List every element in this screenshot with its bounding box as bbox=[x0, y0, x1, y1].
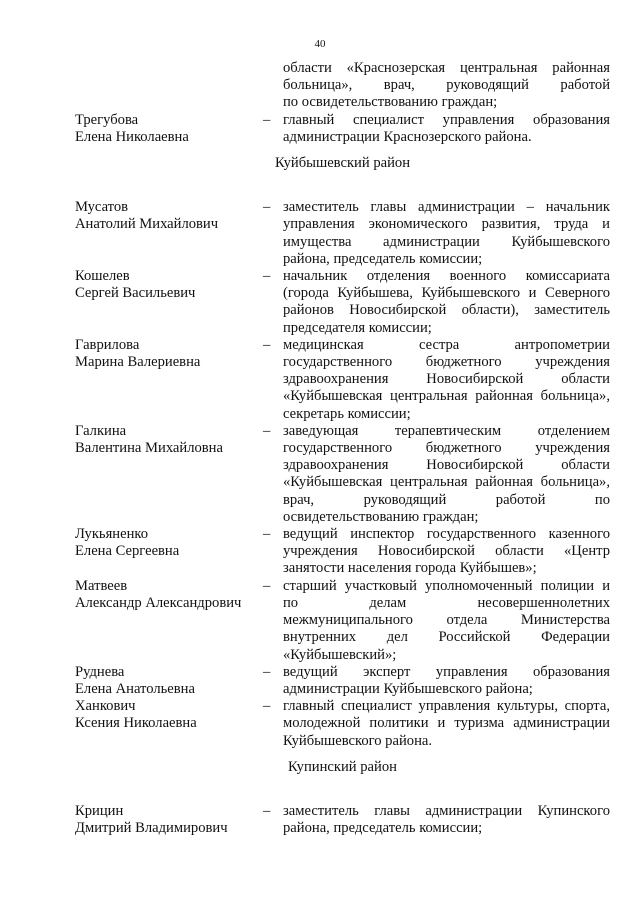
member-name bbox=[75, 337, 263, 371]
member-role-description bbox=[283, 803, 610, 837]
member-name bbox=[75, 112, 263, 146]
member-name bbox=[75, 526, 263, 560]
role-text-line: управления экономического развития, труда и bbox=[283, 216, 610, 233]
role-text-line: занятости населения города Куйбышев»; bbox=[283, 560, 537, 577]
role-text-line: ведущий инспектор государственного казенного bbox=[283, 526, 610, 543]
role-text-line: заместитель главы администрации – начальник bbox=[283, 199, 610, 216]
member-given-names: Елена Николаевна bbox=[75, 128, 189, 145]
role-text-line: главный специалист управления образования bbox=[283, 111, 610, 128]
role-text-line: начальник отделения военного комиссариата bbox=[283, 268, 610, 285]
member-entry bbox=[75, 698, 610, 750]
member-name bbox=[75, 664, 263, 698]
role-text-line: Куйбышевского района. bbox=[283, 732, 433, 749]
role-text-line: заведующая терапевтическим отделением bbox=[283, 422, 610, 439]
dash-separator: – bbox=[263, 577, 271, 594]
dash-separator: – bbox=[263, 422, 271, 439]
member-entry bbox=[75, 199, 610, 268]
role-text-line: администрации Краснозерского района. bbox=[283, 128, 532, 145]
role-text-line: «Куйбышевский»; bbox=[283, 646, 397, 663]
district-heading: Купинский район bbox=[288, 758, 397, 775]
dash-separator: – bbox=[263, 336, 271, 353]
role-text-line: имущества администрации Куйбышевского bbox=[283, 233, 610, 250]
member-given-names: Елена Сергеевна bbox=[75, 543, 180, 560]
dash-separator: – bbox=[263, 199, 271, 216]
member-surname: Гаврилова bbox=[75, 336, 140, 353]
member-name bbox=[75, 423, 263, 457]
member-given-names: Елена Анатольевна bbox=[75, 680, 195, 697]
role-text-line: учреждения Новосибирской области «Центр bbox=[283, 543, 610, 560]
role-text-line: по освидетельствованию граждан; bbox=[283, 94, 498, 111]
member-surname: Лукьяненко bbox=[75, 526, 149, 543]
role-text-line: межмуниципального отдела Министерства bbox=[283, 612, 610, 629]
member-surname: Кошелев bbox=[75, 268, 130, 285]
member-given-names: Сергей Васильевич bbox=[75, 285, 196, 302]
role-text-line: администрации Куйбышевского района; bbox=[283, 680, 533, 697]
member-entry bbox=[75, 423, 610, 526]
role-text-line: государственного бюджетного учреждения bbox=[283, 354, 610, 371]
role-text-line: ведущий эксперт управления образования bbox=[283, 663, 610, 680]
member-surname: Крицин bbox=[75, 802, 124, 819]
member-given-names: Александр Александрович bbox=[75, 594, 242, 611]
member-role-description bbox=[283, 112, 610, 146]
dash-separator: – bbox=[263, 698, 271, 715]
member-name bbox=[75, 698, 263, 732]
member-entry bbox=[75, 337, 610, 423]
member-role-description bbox=[283, 268, 610, 337]
member-entry bbox=[75, 526, 610, 578]
member-given-names: Ксения Николаевна bbox=[75, 715, 197, 732]
member-name bbox=[75, 803, 263, 837]
member-given-names: Анатолий Михайлович bbox=[75, 216, 219, 233]
role-text-line: внутренних дел Российской Федерации bbox=[283, 629, 610, 646]
member-role-description bbox=[283, 423, 610, 526]
member-role-description bbox=[283, 698, 610, 750]
member-surname: Трегубова bbox=[75, 111, 139, 128]
member-given-names: Марина Валериевна bbox=[75, 354, 201, 371]
role-text-line: района, председатель комиссии; bbox=[283, 250, 483, 267]
member-role-description bbox=[283, 578, 610, 664]
role-text-line: больница», врач, руководящий работой bbox=[283, 77, 610, 94]
role-text-line: молодежной политики и туризма администрации bbox=[283, 715, 610, 732]
role-text-line: районов Новосибирской области), заместитель bbox=[283, 302, 610, 319]
dash-separator: – bbox=[263, 526, 271, 543]
role-text-line: освидетельствованию граждан; bbox=[283, 508, 479, 525]
document-body bbox=[75, 60, 610, 837]
role-text-line: врач, руководящий работой по bbox=[283, 491, 610, 508]
member-role-description bbox=[283, 664, 610, 698]
member-surname: Матвеев bbox=[75, 577, 128, 594]
member-role-description bbox=[283, 60, 610, 112]
page-number: 40 bbox=[314, 38, 326, 50]
role-text-line: председателя комиссии; bbox=[283, 319, 432, 336]
member-entry bbox=[75, 268, 610, 337]
member-entry bbox=[75, 112, 610, 146]
member-surname: Руднева bbox=[75, 663, 125, 680]
member-given-names: Дмитрий Владимирович bbox=[75, 820, 228, 837]
role-text-line: старший участковый уполномоченный полиции и bbox=[283, 577, 610, 594]
role-text-line: «Куйбышевская центральная районная больница», bbox=[283, 474, 610, 491]
role-text-line: главный специалист управления культуры, спорта, bbox=[283, 698, 610, 715]
member-name bbox=[75, 268, 263, 302]
member-role-description bbox=[283, 526, 610, 578]
role-text-line: здравоохранения Новосибирской области bbox=[283, 457, 610, 474]
role-text-line: секретарь комиссии; bbox=[283, 405, 411, 422]
role-text-line: «Куйбышевская центральная районная больница», bbox=[283, 388, 610, 405]
dash-separator: – bbox=[263, 268, 271, 285]
member-entry bbox=[75, 578, 610, 664]
member-entry bbox=[75, 803, 610, 837]
member-name bbox=[75, 578, 263, 612]
role-text-line: области «Краснозерская центральная районная bbox=[283, 60, 610, 76]
district-heading: Куйбышевский район bbox=[274, 155, 411, 172]
role-text-line: заместитель главы администрации Купинского bbox=[283, 802, 610, 819]
member-surname: Ханкович bbox=[75, 698, 136, 715]
member-surname: Мусатов bbox=[75, 199, 129, 216]
member-surname: Галкина bbox=[75, 422, 127, 439]
member-entry bbox=[75, 60, 610, 112]
member-given-names: Валентина Михайловна bbox=[75, 440, 223, 457]
role-text-line: медицинская сестра антропометрии bbox=[283, 336, 610, 353]
role-text-line: государственного бюджетного учреждения bbox=[283, 440, 610, 457]
member-role-description bbox=[283, 337, 610, 423]
role-text-line: (города Куйбышева, Куйбышевского и Северного bbox=[283, 285, 610, 302]
role-text-line: района, председатель комиссии; bbox=[283, 820, 483, 837]
role-text-line: здравоохранения Новосибирской области bbox=[283, 371, 610, 388]
member-entry bbox=[75, 664, 610, 698]
dash-separator: – bbox=[263, 802, 271, 819]
member-role-description bbox=[283, 199, 610, 268]
role-text-line: по делам несовершеннолетних bbox=[283, 594, 610, 611]
member-name bbox=[75, 199, 263, 233]
dash-separator: – bbox=[263, 663, 271, 680]
dash-separator: – bbox=[263, 111, 271, 128]
